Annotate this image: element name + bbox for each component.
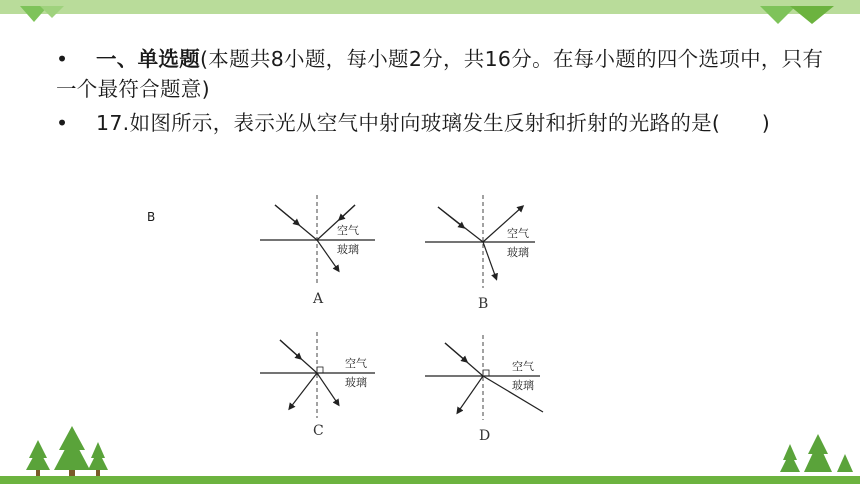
medium-bottom-label: 玻璃 bbox=[512, 379, 534, 392]
medium-bottom-label: 玻璃 bbox=[345, 376, 367, 389]
diagram-b bbox=[425, 195, 535, 312]
option-label-b: B bbox=[478, 296, 489, 312]
medium-bottom-label: 玻璃 bbox=[507, 246, 529, 259]
tree-icon bbox=[26, 426, 108, 476]
optics-figure bbox=[250, 190, 560, 450]
medium-bottom-label: 玻璃 bbox=[337, 243, 359, 256]
medium-top-label: 空气 bbox=[507, 227, 529, 240]
bullet: • bbox=[56, 47, 69, 71]
section-title: 一、单选题 bbox=[96, 47, 200, 71]
bullet: • bbox=[56, 111, 69, 135]
medium-top-label: 空气 bbox=[512, 360, 534, 373]
bottom-decor bbox=[0, 420, 860, 484]
question-number: 17. bbox=[96, 111, 130, 135]
top-leaf-icon bbox=[0, 0, 860, 24]
section-heading bbox=[56, 44, 836, 104]
option-label-d: D bbox=[479, 428, 491, 444]
tree-icon bbox=[780, 434, 853, 472]
top-decor-band bbox=[0, 0, 860, 14]
ground-strip bbox=[0, 476, 860, 484]
diagram-a bbox=[260, 195, 375, 307]
option-label-c: C bbox=[313, 423, 324, 439]
question-text: 如图所示，表示光从空气中射向玻璃发生反射和折射的光路的是( ) bbox=[129, 111, 771, 135]
medium-top-label: 空气 bbox=[337, 224, 359, 237]
section-description: (本题共8小题，每小题2分，共16分。在每小题的四个选项中，只有一个最符合题意) bbox=[56, 47, 824, 101]
option-label-a: A bbox=[313, 291, 324, 307]
medium-top-label: 空气 bbox=[345, 357, 367, 370]
answer-mark: B bbox=[147, 210, 156, 224]
question-stem bbox=[56, 108, 836, 138]
